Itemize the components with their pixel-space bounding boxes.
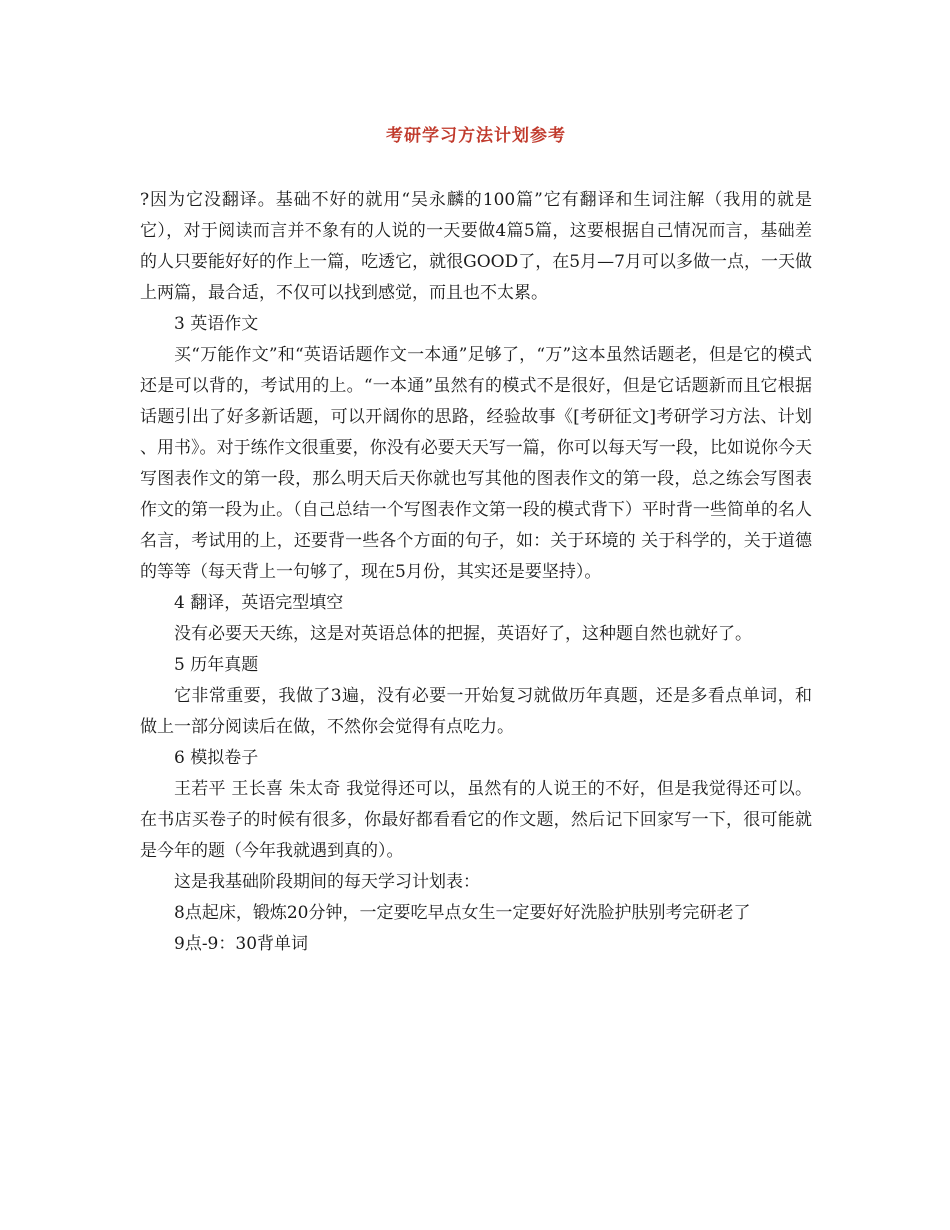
document-title: 考研学习方法计划参考 — [386, 126, 566, 146]
paragraph: 它非常重要，我做了3遍，没有必要一开始复习就做历年真题，还是多看点单词，和做上一部分阅读后在做，不然你会觉得有点吃力。 — [140, 686, 812, 737]
paragraph: 9点-9：30背单词 — [174, 934, 309, 954]
paragraph: 这是我基础阶段期间的每天学习计划表： — [174, 872, 480, 892]
section-heading: 3 英语作文 — [174, 314, 259, 334]
paragraph: 买“万能作文”和“英语话题作文一本通”足够了，“万”这本虽然话题老，但是它的模式还是可以背的，考试用的上。“一本通”虽然有的模式不是很好，但是它话题新而且它根据话题引出了好多新话题，可以开阔你的思路，经验故事《[考研征文]考研学习方法、计划 、用书》。对于练作文很重要，你没有必要天天写一篇，你可以每天写一段，比如说你今天写图表作文的第一段，那么明天后天你就也写其他的图表作文的第一段，总之练会写图表作文的第一段为止。（自己总结一个写图表作文第一段的模式背下）平时背一些简单的名人名言，考试用的上，还要背一些各个方面的句子，如：关于环境的 关于科学的，关于道德的等等（每天背上一句够了，现在5月份，其实还是要坚持）。 — [140, 345, 812, 582]
paragraph: ?因为它没翻译。基础不好的就用“吴永麟的100篇”它有翻译和生词注解（我用的就是它），对于阅读而言并不象有的人说的一天要做4篇5篇，这要根据自己情况而言，基础差的人只要能好好的作上一篇，吃透它，就很GOOD了，在5月—7月可以多做一点，一天做上两篇，最合适，不仅可以找到感觉，而且也不太累。 — [140, 190, 812, 303]
section-heading: 5 历年真题 — [174, 655, 259, 675]
paragraph: 没有必要天天练，这是对英语总体的把握，英语好了，这种题自然也就好了。 — [174, 624, 752, 644]
section-heading: 6 模拟卷子 — [174, 748, 259, 768]
section-heading: 4 翻译，英语完型填空 — [174, 593, 344, 613]
document-body — [140, 185, 812, 960]
paragraph: 8点起床，锻炼20分钟，一定要吃早点女生一定要好好洗脸护肤别考完研老了 — [174, 903, 751, 923]
paragraph: 王若平 王长喜 朱太奇 我觉得还可以，虽然有的人说王的不好，但是我觉得还可以。在书店买卷子的时候有很多，你最好都看看它的作文题，然后记下回家写一下，很可能就是今年的题（今年我就遇到真的）。 — [140, 779, 812, 861]
